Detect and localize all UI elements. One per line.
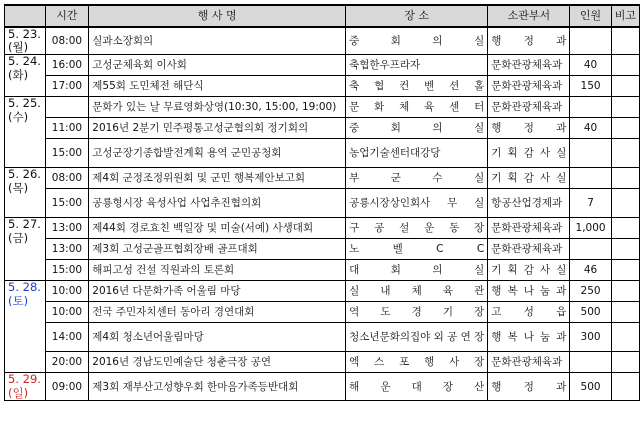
table-row [5,118,640,139]
count-cell: 46 [570,260,611,281]
place-cell: 농업기술센터대강당 [346,139,488,168]
header-dept: 소관부서 [488,5,570,27]
place-cell: 엑 스 포 행 사 장 [346,352,488,373]
table-row [5,352,640,373]
count-cell: 40 [570,118,611,139]
day-weekday: (월) [8,40,29,55]
place-cell: 공룡시장상인회사 무 실 [346,189,488,218]
note-cell [611,218,639,239]
note-cell [611,239,639,260]
day-weekday: (금) [8,230,29,245]
note-cell [611,168,639,189]
count-cell: 300 [570,323,611,352]
time-cell: 13:00 [45,239,89,260]
time-cell: 10:00 [45,302,89,323]
dept-cell: 고 성 읍 [488,302,570,323]
event-cell: 해피고성 건설 직원과의 토론회 [89,260,346,281]
time-cell: 13:00 [45,218,89,239]
count-cell [570,27,611,55]
note-cell [611,97,639,118]
dept-cell: 문화관광체육과 [488,76,570,97]
table-row [5,218,640,239]
note-cell [611,189,639,218]
event-cell: 제4회 군정조정위원회 및 군민 행복제안보고회 [89,168,346,189]
day-date: 5. 27. [8,217,41,232]
dept-cell: 행 정 과 [488,373,570,400]
table-row [5,55,640,76]
count-cell: 500 [570,373,611,400]
dept-cell: 문화관광체육과 [488,239,570,260]
day-weekday: (목) [8,180,29,195]
time-cell: 14:00 [45,323,89,352]
count-cell [570,239,611,260]
event-cell: 제55회 도민체전 해단식 [89,76,346,97]
day-date: 5. 25. [8,96,41,111]
day-date: 5. 23. [8,27,41,41]
time-cell: 08:00 [45,168,89,189]
event-cell: 2016년 다문화가족 어울림 마당 [89,281,346,302]
place-cell: 노 벨 C C [346,239,488,260]
dept-cell: 문화관광체육과 [488,55,570,76]
event-cell: 전국 주민자치센터 동아리 경연대회 [89,302,346,323]
header-event: 행 사 명 [89,5,346,27]
count-cell [570,139,611,168]
dept-cell: 기 획 감 사 실 [488,168,570,189]
place-cell: 축 협 컨 벤 션 홀 [346,76,488,97]
day-cell [5,373,46,400]
place-cell: 실 내 체 육 관 [346,281,488,302]
day-cell [5,281,46,373]
dept-cell: 기 획 감 사 실 [488,260,570,281]
dept-cell: 행 정 과 [488,118,570,139]
place-cell: 구 공 설 운 동 장 [346,218,488,239]
time-cell [45,97,89,118]
day-date: 5. 29. [8,372,41,387]
table-row [5,281,640,302]
table-row [5,27,640,55]
schedule-body [5,27,640,400]
event-cell: 제4회 청소년어울림마당 [89,323,346,352]
table-row [5,168,640,189]
time-cell: 08:00 [45,27,89,55]
day-cell [5,218,46,281]
table-row [5,373,640,400]
event-cell: 실과소장회의 [89,27,346,55]
time-cell: 15:00 [45,189,89,218]
table-row [5,139,640,168]
dept-cell: 항공산업경제과 [488,189,570,218]
header-count: 인원 [570,5,611,27]
place-cell: 중 회 의 실 [346,27,488,55]
day-cell [5,55,46,97]
place-cell: 해 운 대 장 산 [346,373,488,400]
day-weekday: (토) [8,293,29,308]
place-cell: 문 화 체 육 센 터 [346,97,488,118]
note-cell [611,323,639,352]
day-date: 5. 28. [8,280,41,295]
count-cell: 150 [570,76,611,97]
event-cell: 제44회 경로효친 백일장 및 미술(서예) 사생대회 [89,218,346,239]
event-cell: 2016년 2분기 민주평통고성군협의회 정기회의 [89,118,346,139]
time-cell: 11:00 [45,118,89,139]
count-cell: 1,000 [570,218,611,239]
day-date: 5. 24. [8,54,41,69]
table-row [5,323,640,352]
dept-cell: 기 획 감 사 실 [488,139,570,168]
time-cell: 09:00 [45,373,89,400]
event-cell: 제3회 고성군골프협회장배 골프대회 [89,239,346,260]
place-cell: 부 군 수 실 [346,168,488,189]
event-cell: 2016년 경남도민예술단 청춘극장 공연 [89,352,346,373]
day-cell [5,97,46,168]
day-cell [5,27,46,55]
dept-cell: 행 복 나 눔 과 [488,281,570,302]
event-cell: 공룡형시장 육성사업 사업추진협의회 [89,189,346,218]
note-cell [611,260,639,281]
note-cell [611,27,639,55]
dept-cell: 문화관광체육과 [488,352,570,373]
note-cell [611,139,639,168]
count-cell: 500 [570,302,611,323]
count-cell: 7 [570,189,611,218]
place-cell: 역 도 경 기 장 [346,302,488,323]
header-date [5,5,46,27]
table-row [5,97,640,118]
note-cell [611,302,639,323]
note-cell [611,76,639,97]
table-row [5,239,640,260]
dept-cell: 문화관광체육과 [488,97,570,118]
event-cell: 제3회 재부산고성향우회 한마음가족등반대회 [89,373,346,400]
time-cell: 15:00 [45,139,89,168]
event-cell: 문화가 있는 날 무료영화상영(10:30, 15:00, 19:00) [89,97,346,118]
place-cell: 대 회 의 실 [346,260,488,281]
time-cell: 10:00 [45,281,89,302]
dept-cell: 문화관광체육과 [488,218,570,239]
count-cell: 250 [570,281,611,302]
time-cell: 15:00 [45,260,89,281]
count-cell: 40 [570,55,611,76]
count-cell [570,168,611,189]
table-row [5,260,640,281]
note-cell [611,352,639,373]
place-cell: 중 회 의 실 [346,118,488,139]
day-date: 5. 26. [8,167,41,182]
header-place: 장 소 [346,5,488,27]
dept-cell: 행 정 과 [488,27,570,55]
table-row [5,76,640,97]
note-cell [611,373,639,400]
table-row [5,302,640,323]
time-cell: 16:00 [45,55,89,76]
note-cell [611,118,639,139]
day-weekday: (일) [8,385,29,400]
day-weekday: (화) [8,67,29,82]
place-cell: 청소년문화의집야 외 공 연 장 [346,323,488,352]
header-row [5,5,640,27]
dept-cell: 행 복 나 눔 과 [488,323,570,352]
note-cell [611,281,639,302]
event-cell: 고성군체육회 이사회 [89,55,346,76]
day-cell [5,168,46,218]
time-cell: 17:00 [45,76,89,97]
place-cell: 축협한우프라자 [346,55,488,76]
count-cell [570,97,611,118]
header-note: 비고 [611,5,639,27]
day-weekday: (수) [8,109,29,124]
header-time: 시간 [45,5,89,27]
event-cell: 고성군장기종합발전계획 용역 군민공청회 [89,139,346,168]
schedule-table [4,4,640,401]
note-cell [611,55,639,76]
table-row [5,189,640,218]
time-cell: 20:00 [45,352,89,373]
count-cell [570,352,611,373]
